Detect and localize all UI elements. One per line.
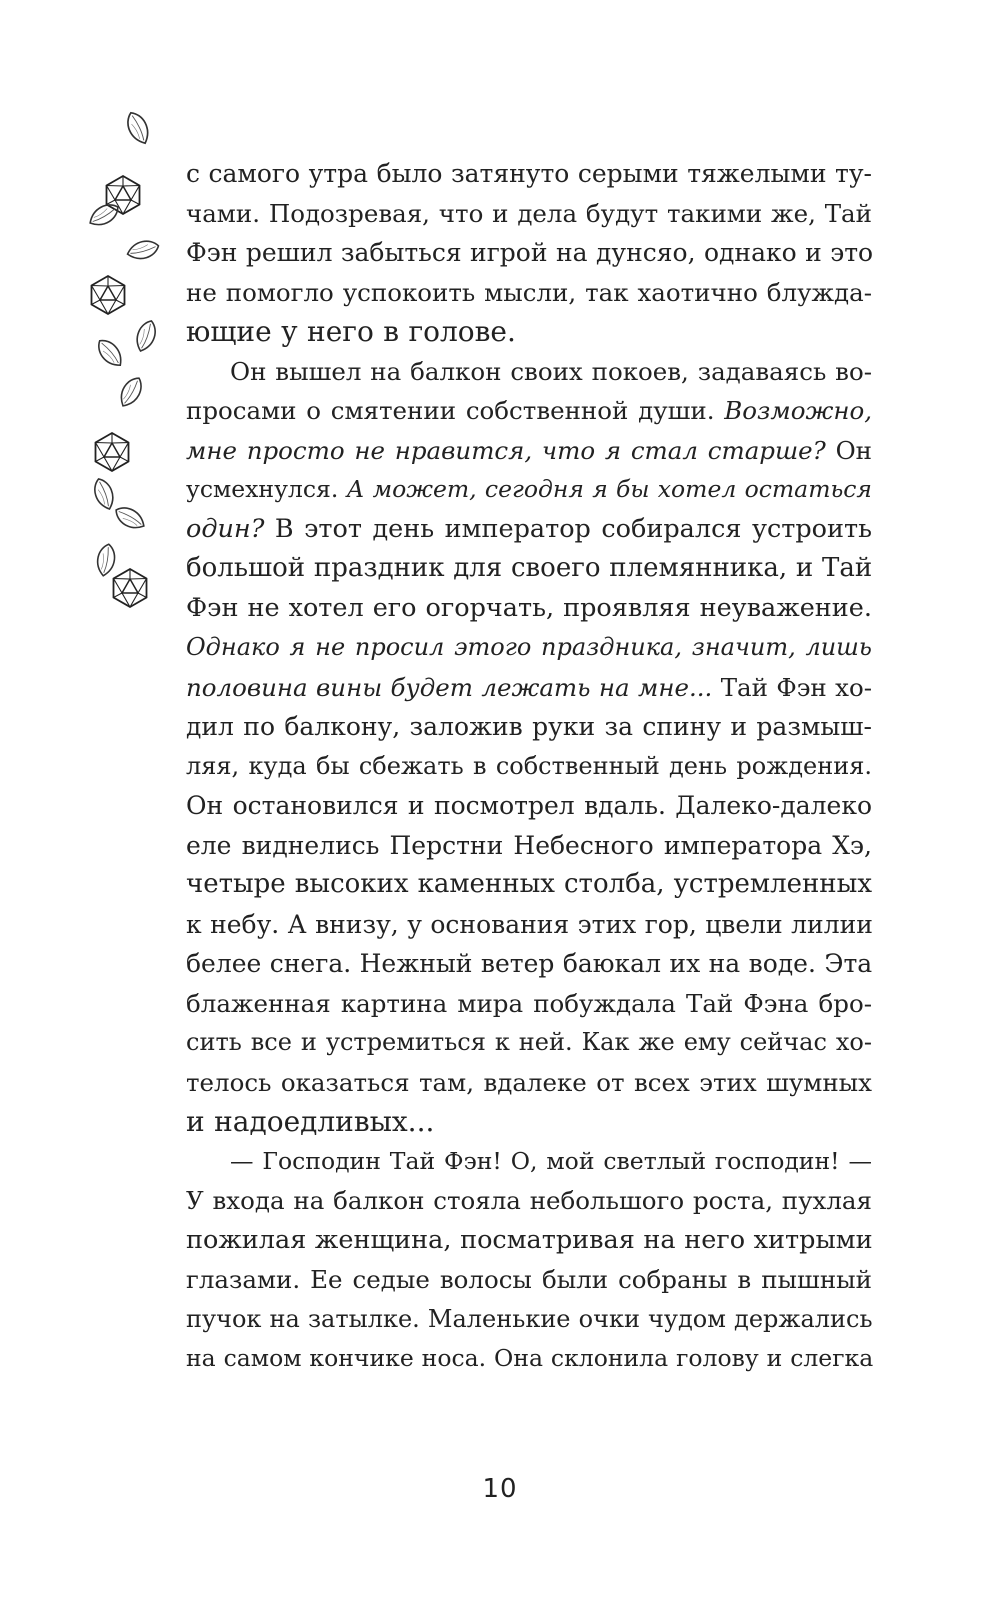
text-line: телось оказаться там, вдалеке от всех этих шумных: [186, 1067, 872, 1097]
d20-dice-icon: [96, 433, 129, 471]
petal-icon: [91, 476, 117, 512]
text-line: не помогло успокоить мысли, так хаотично блужда-: [186, 277, 872, 307]
petal-icon: [123, 109, 153, 147]
text-line: просами о смятении собственной души. Возможно,: [186, 396, 872, 425]
text-line: к небу. А внизу, у основания этих гор, цвели лилии: [186, 909, 873, 939]
text-line: блаженная картина мира побуждала Тай Фэна бро-: [186, 988, 872, 1018]
text-line: Фэн не хотел его огорчать, проявляя неуважение.: [186, 592, 872, 623]
text-line: большой праздник для своего племянника, и Тай: [186, 553, 873, 583]
text-line: и надоедливых...: [186, 1105, 435, 1138]
text-line: половина вины будет лежать на мне... Тай Фэн хо-: [186, 672, 872, 702]
text-line: белее снега. Нежный ветер баюкал их на воде. Эта: [186, 949, 873, 978]
text-line: Однако я не просил этого праздника, значит, лишь: [186, 633, 872, 661]
text-line: еле виднелись Перстни Небесного императора Хэ,: [186, 830, 872, 860]
body-text: [186, 154, 872, 1379]
margin-ornament: [88, 100, 178, 630]
text-line: дил по балкону, заложив руки за спину и размыш-: [186, 712, 872, 741]
paragraph-start-line: Он вышел на балкон своих покоев, задаваясь во-: [230, 356, 872, 386]
text-line: ляя, куда бы сбежать в собственный день рождения.: [186, 751, 872, 780]
text-line: четыре высоких каменных столба, устремленных: [186, 869, 872, 899]
text-line: ющие у него в голове.: [186, 315, 516, 348]
petal-icon: [116, 374, 146, 410]
text-line: У входа на балкон стояла небольшого роста, пухлая: [186, 1186, 872, 1215]
text-line: с самого утра было затянуто серыми тяжелыми ту-: [186, 159, 872, 188]
text-line: чами. Подозревая, что и дела будут такими же, Тай: [186, 198, 872, 228]
petal-icon: [125, 238, 160, 262]
text-line: Он остановился и посмотрел вдаль. Далеко-далеко: [186, 791, 872, 820]
text-line: глазами. Ее седые волосы были собраны в пышный: [186, 1265, 872, 1294]
text-line: Фэн решил забыться игрой на дунсяо, однако и это: [186, 238, 874, 267]
petal-icon: [112, 503, 148, 533]
petal-icon: [133, 318, 159, 354]
text-line: один? В этот день император собирался устроить: [186, 513, 872, 544]
d20-dice-icon: [114, 569, 147, 607]
petal-icon: [95, 543, 117, 577]
paragraph-start-line: — Господин Тай Фэн! О, мой светлый господин! —: [230, 1146, 872, 1175]
text-line: пожилая женщина, посматривая на него хитрыми: [186, 1224, 873, 1255]
text-line: на самом кончике носа. Она склонила голову и слегка: [186, 1344, 874, 1372]
petal-icon: [93, 335, 126, 370]
text-line: пучок на затылке. Маленькие очки чудом держались: [186, 1304, 873, 1333]
d20-dice-icon: [92, 276, 125, 314]
page-number: 10: [482, 1474, 518, 1504]
text-line: мне просто не нравится, что я стал старше? Он: [186, 435, 872, 465]
text-line: усмехнулся. А может, сегодня я бы хотел остаться: [186, 475, 872, 503]
text-line: сить все и устремиться к ней. Как же ему сейчас хо-: [186, 1028, 872, 1056]
d20-dice-icon: [107, 176, 140, 214]
